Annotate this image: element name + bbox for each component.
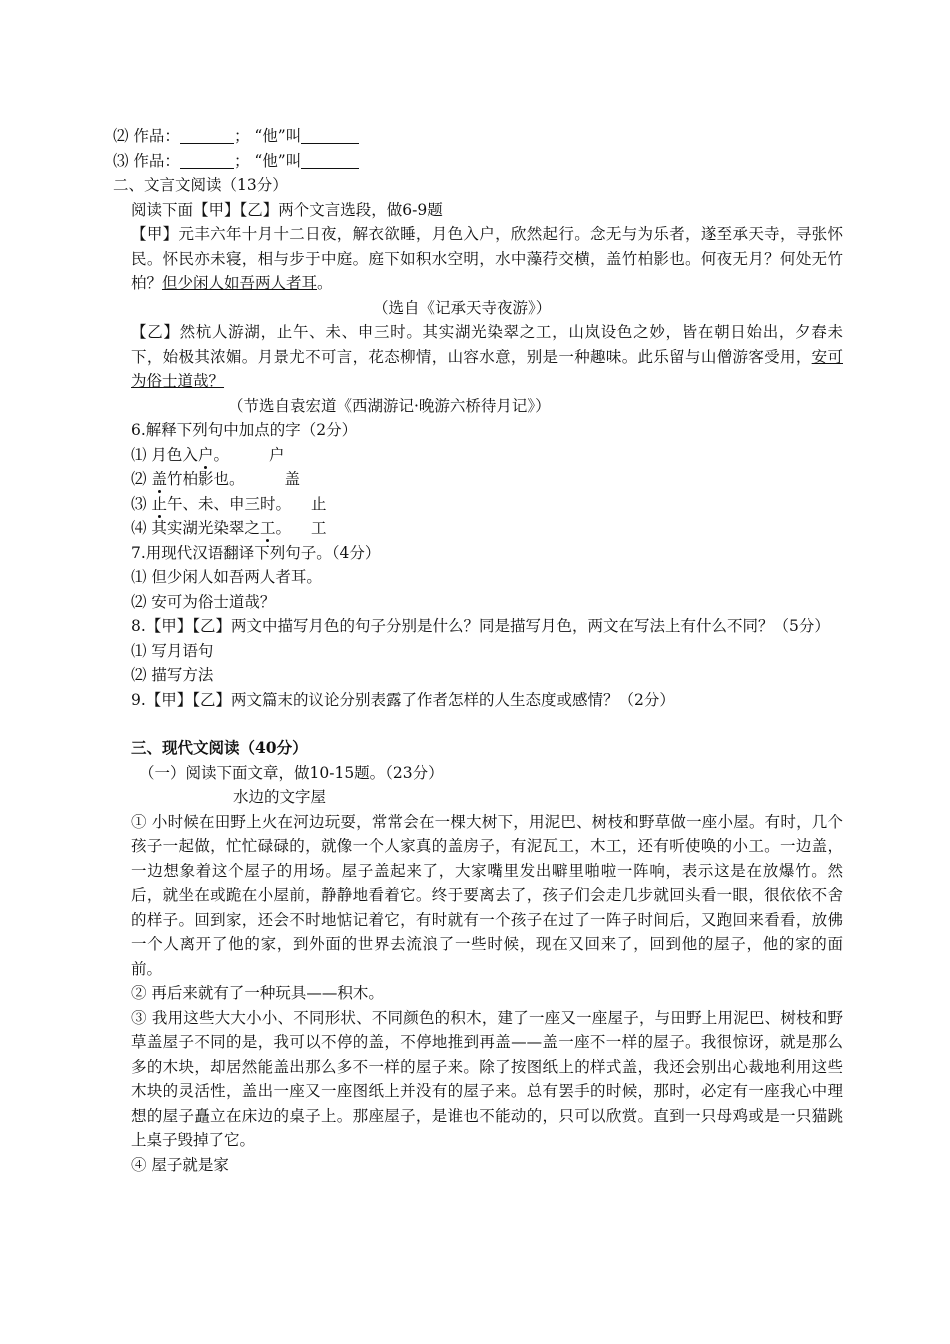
question-7: 7.用现代汉语翻译下列句子。（4分） <box>131 543 381 562</box>
dotted-char: 户 <box>197 445 214 464</box>
q8-item: ⑵ 描写方法 <box>131 666 214 684</box>
answer-blank[interactable] <box>301 152 359 169</box>
answer-blank[interactable] <box>301 127 359 144</box>
article-paragraph: ④ 屋子就是家 <box>131 1155 229 1174</box>
answer-blank[interactable] <box>180 127 234 144</box>
dotted-char: 工 <box>259 519 276 537</box>
passage-jia-source: （选自《记承天寺夜游》） <box>373 298 552 317</box>
underlined-sentence: 但少闲人如吾两人者耳 <box>162 274 318 292</box>
section-heading-3: 三、现代文阅读（40分） <box>131 738 308 757</box>
reading-instruction: 阅读下面【甲】【乙】两个文言选段，做6-9题 <box>131 200 443 219</box>
q7-item: ⑵ 安可为俗士道哉？ <box>131 592 276 611</box>
passage-yi-source: （节选自袁宏道《西湖游记·晚游六桥待月记》） <box>228 396 551 415</box>
underlined-sentence: 安可为俗士道哉？ <box>131 347 843 390</box>
q6-item: ⑷ 其实湖光染翠之工。 工 <box>131 519 327 537</box>
subsection-heading: （一）阅读下面文章，做10-15题。（23分） <box>139 763 444 782</box>
q8-item: ⑴ 写月语句 <box>131 641 214 660</box>
exam-page <box>113 124 843 1177</box>
q7-item: ⑴ 但少闲人如吾两人者耳。 <box>131 568 322 586</box>
passage-yi: 【乙】然杭人游湖，止午、未、申三时。其实湖光染翠之工，山岚设色之妙，皆在朝日始出，夕舂未下，始极其浓媚。月景尤不可言，花态柳情，山容水意，别是一种趣味。此乐留与山僧游客受用，安可为俗士道哉？ <box>131 323 843 390</box>
question-9: 9.【甲】【乙】两文篇末的议论分别表露了作者怎样的人生态度或感情？（2分） <box>131 690 675 709</box>
q6-item: ⑴ 月色入户。 户 <box>131 445 285 464</box>
article-paragraph: ③ 我用这些大大小小、不同形状、不同颜色的积木，建了一座又一座屋子，与田野上用泥巴、树枝和野草盖屋子不同的是，我可以不停的盖，不停地推到再盖——盖一座不一样的屋子。我很惊讶，就是那么多的木块，却居然能盖出那么多不一样的屋子来。除了按图纸上的样式盖，我还会别出心裁地利用这些木块的灵活性，盖出一座又一座图纸上并没有的屋子来。总有罢手的时候，那时，必定有一座我心中理想的屋子矗立在床边的桌子上。那座屋子，是谁也不能动的，只可以欣赏。直到一只母鸡或是一只猫跳上桌子毁掉了它。 <box>131 1008 843 1149</box>
passage-jia: 【甲】元丰六年十月十二日夜，解衣欲睡，月色入户，欣然起行。念无与为乐者，遂至承天寺，寻张怀民。怀民亦未寝，相与步于中庭。庭下如积水空明，水中藻荇交横，盖竹柏影也。何夜无月？何处无竹柏？但少闲人如吾两人者耳。 <box>131 225 843 292</box>
dotted-char: 止 <box>151 494 167 513</box>
question-8: 8.【甲】【乙】两文中描写月色的句子分别是什么？同是描写月色，两文在写法上有什么不同？（5分） <box>131 617 830 635</box>
question-6: 6.解释下列句中加点的字（2分） <box>131 421 358 439</box>
q6-item: ⑵ 盖竹柏影也。 盖 <box>131 470 300 488</box>
article-paragraph: ② 再后来就有了一种玩具——积木。 <box>131 984 384 1002</box>
dotted-char: 盖 <box>151 470 167 488</box>
article-title: 水边的文字屋 <box>233 788 327 806</box>
section-heading-2: 二、文言文阅读（13分） <box>113 176 288 194</box>
article-paragraph: ① 小时候在田野上火在河边玩耍，常常会在一棵大树下，用泥巴、树枝和野草做一座小屋。有时，几个孩子一起做，忙忙碌碌的，就像一个人家真的盖房子，有泥瓦工，木工，还有听使唤的小工。一边盖，一边想象着这个屋子的用场。屋子盖起来了，大家嘴里发出噼里啪啦一阵响，表示这是在放爆竹。然后，就坐在或跪在小屋前，静静地看着它。终于要离去了，孩子们会走几步就回头看一眼，很依依不舍的样子。回到家，还会不时地惦记着它，有时就有一个孩子在过了一阵子时间后，又跑回来看看，放佛一个人离开了他的家，到外面的世界去流浪了一些时候，现在又回来了，回到他的屋子，他的家的面前。 <box>131 812 843 978</box>
answer-blank[interactable] <box>180 152 234 169</box>
q6-item: ⑶ 止午、未、申三时。 止 <box>131 494 327 513</box>
answer-line-2: ⑵ 作品： ； “他”叫 <box>113 124 843 149</box>
answer-line-3: ⑶ 作品： ； “他”叫 <box>113 149 843 174</box>
